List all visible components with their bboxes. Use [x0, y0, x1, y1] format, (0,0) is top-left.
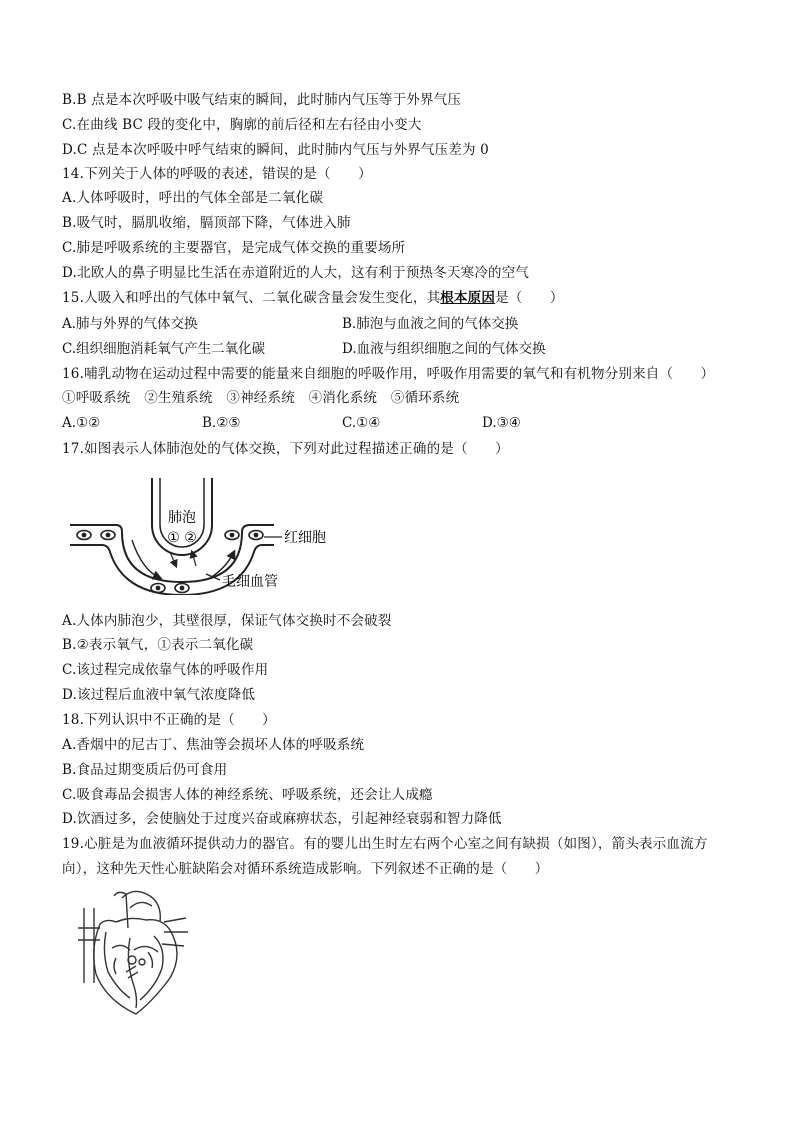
- q15-stem-pre: 15.人吸入和呼出的气体中氧气、二氧化碳含量会发生变化，其: [62, 290, 441, 306]
- q17-option-b: B.②表示氧气，①表示二氧化碳: [62, 637, 254, 653]
- q15-stem-emphasis: 根本原因: [440, 290, 496, 306]
- q16-option-d: D.③④: [482, 415, 521, 431]
- q19-stem-line-1: 19.心脏是为血液循环提供动力的器官。有的婴儿出生时左右两个心室之间有缺损（如图），箭头表示血流方: [62, 836, 708, 852]
- q18-option-c: C.吸食毒品会损害人体的神经系统、呼吸系统，还会让人成瘾: [62, 787, 433, 803]
- q17-stem: 17.如图表示人体肺泡处的气体交换，下列对此过程描述正确的是（ ）: [62, 441, 509, 457]
- q16-stem: 16.哺乳动物在运动过程中需要的能量来自细胞的呼吸作用，呼吸作用需要的氧气和有机物分别来自（ ）: [62, 366, 715, 382]
- q13-option-c: C.在曲线 BC 段的变化中，胸廓的前后径和左右径由小变大: [62, 117, 422, 133]
- q18-option-b: B.食品过期变质后仍可食用: [62, 762, 228, 778]
- q14-option-a: A.人体呼吸时，呼出的气体全部是二氧化碳: [62, 190, 324, 206]
- fig-label-capillary: 毛细血管: [222, 574, 278, 590]
- q15-option-c: C.组织细胞消耗氧气产生二氧化碳: [62, 341, 266, 357]
- q14-stem: 14.下列关于人体的呼吸的表述，错误的是（ ）: [62, 166, 372, 182]
- q15-option-b: B.肺泡与血液之间的气体交换: [342, 316, 519, 332]
- q16-list: ①呼吸系统 ②生殖系统 ③神经系统 ④消化系统 ⑤循环系统: [62, 390, 460, 406]
- q18-stem: 18.下列认识中不正确的是（ ）: [62, 712, 276, 728]
- q17-option-c: C.该过程完成依靠气体的呼吸作用: [62, 662, 269, 678]
- q19-stem-line-2: 向），这种先天性心脏缺陷会对循环系统造成影响。下列叙述不正确的是（ ）: [62, 861, 549, 877]
- fig-label-marks: ① ②: [167, 530, 197, 546]
- q15-option-d: D.血液与组织细胞之间的气体交换: [342, 341, 546, 357]
- q15-stem-post: 是（ ）: [495, 290, 564, 306]
- fig-label-red-blood-cell: 红细胞: [284, 530, 326, 546]
- q14-option-c: C.肺是呼吸系统的主要器官，是完成气体交换的重要场所: [62, 240, 406, 256]
- q15-stem: [62, 289, 564, 307]
- q16-option-a: A.①②: [62, 415, 101, 431]
- q18-option-d: D.饮酒过多，会使脑处于过度兴奋或麻痹状态，引起神经衰弱和智力降低: [62, 811, 502, 827]
- q17-option-a: A.人体内肺泡少，其壁很厚，保证气体交换时不会破裂: [62, 613, 392, 629]
- q13-option-d: D.C 点是本次呼吸中呼气结束的瞬间，此时肺内气压与外界气压差为 0: [62, 142, 489, 158]
- q13-option-b: B.B 点是本次呼吸中吸气结束的瞬间，此时肺内气压等于外界气压: [62, 92, 462, 108]
- q18-option-a: A.香烟中的尼古丁、焦油等会损坏人体的呼吸系统: [62, 737, 365, 753]
- q14-option-b: B.吸气时，膈肌收缩，膈顶部下降，气体进入肺: [62, 215, 351, 231]
- alveolus-gas-exchange-figure: [64, 470, 354, 595]
- heart-diagram-figure: [66, 888, 198, 1020]
- q16-option-c: C.①④: [342, 415, 381, 431]
- q16-option-b: B.②⑤: [202, 415, 241, 431]
- q17-option-d: D.该过程后血液中氧气浓度降低: [62, 687, 256, 703]
- q14-option-d: D.北欧人的鼻子明显比生活在赤道附近的人大，这有利于预热冬天寒冷的空气: [62, 265, 530, 281]
- q15-option-a: A.肺与外界的气体交换: [62, 316, 198, 332]
- fig-label-alveolus: 肺泡: [168, 510, 196, 526]
